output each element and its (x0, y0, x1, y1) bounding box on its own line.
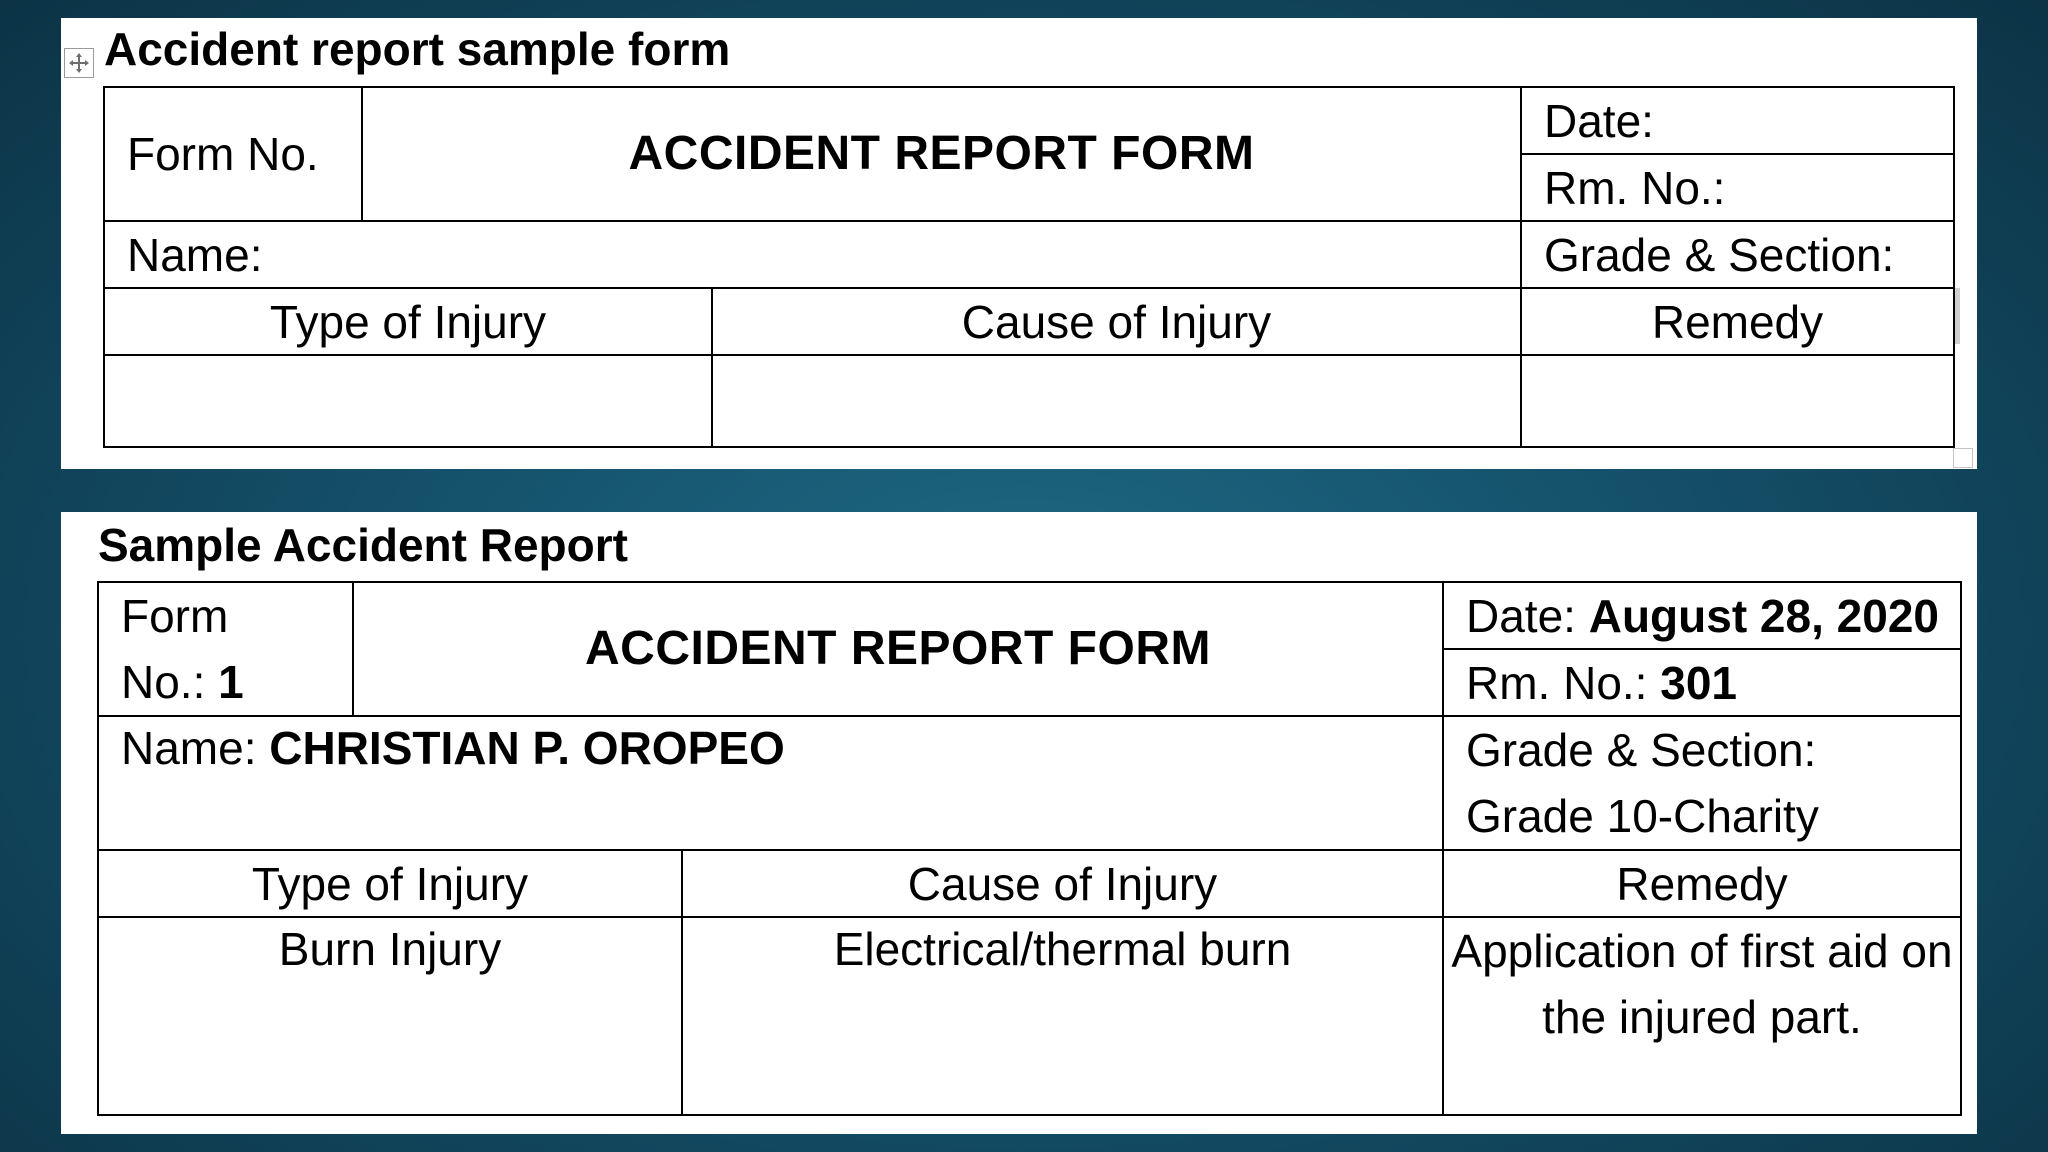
form-title-cell[interactable] (362, 87, 1521, 221)
name-cell[interactable] (104, 221, 1521, 288)
sample-report-panel (61, 512, 1977, 1134)
date-label: Date: (1466, 589, 1576, 642)
room-no-label: Rm. No.: (1466, 656, 1648, 709)
remedy-line1: Application of first aid on (1451, 925, 1953, 977)
remedy-line2: the injured part. (1542, 991, 1862, 1043)
header-text: Type of Injury (251, 857, 529, 910)
table-row (98, 917, 1961, 1115)
blank-accident-report-table (103, 86, 1955, 448)
date-label: Date: (1544, 94, 1654, 147)
header-text: Remedy (1651, 295, 1824, 348)
column-header-type-of-injury[interactable] (104, 288, 712, 355)
column-header-remedy[interactable] (1521, 288, 1954, 355)
table-row (104, 355, 1954, 447)
name-label: Name: (121, 722, 257, 774)
header-text: Cause of Injury (961, 295, 1272, 348)
form-no-label: No.: (121, 656, 206, 708)
move-cross-icon (68, 52, 90, 74)
cause-of-injury-entry-cell[interactable] (682, 917, 1443, 1115)
ampersand: & (1606, 724, 1638, 776)
header-text: Remedy (1616, 857, 1788, 910)
date-cell[interactable] (1443, 582, 1961, 649)
room-no-cell[interactable] (1521, 154, 1954, 221)
grade-section-label: Grade & Section: (1544, 228, 1895, 281)
remedy-entry-cell[interactable] (1443, 917, 1961, 1115)
type-of-injury-value: Burn Injury (278, 923, 502, 975)
table-move-handle-icon[interactable] (64, 48, 94, 78)
form-label-line1: Form (121, 590, 229, 642)
room-no-value: 301 (1660, 656, 1737, 709)
section-word: Section: (1650, 724, 1817, 776)
header-text: Cause of Injury (907, 857, 1218, 910)
filled-accident-report-table (97, 581, 1962, 1116)
type-of-injury-entry-cell[interactable] (104, 355, 712, 447)
column-header-remedy[interactable] (1443, 850, 1961, 917)
grade-section-cell[interactable] (1443, 716, 1961, 850)
grade-section-value: Grade 10-Charity (1466, 790, 1819, 842)
sample-form-panel (61, 18, 1977, 469)
table-resize-handle-icon[interactable] (1953, 448, 1973, 468)
sample-report-heading: Sample Accident Report (98, 519, 628, 571)
column-header-cause-of-injury[interactable] (682, 850, 1443, 917)
form-title-cell[interactable] (353, 582, 1443, 716)
form-no-cell[interactable] (98, 582, 353, 716)
scrollbar-thumb[interactable] (1955, 288, 1960, 344)
name-cell[interactable] (98, 716, 1443, 850)
grade-word: Grade (1466, 724, 1594, 776)
grade-section-cell[interactable] (1521, 221, 1954, 288)
form-title: ACCIDENT REPORT FORM (585, 622, 1211, 675)
name-value: CHRISTIAN P. OROPEO (269, 722, 785, 774)
form-no-value: 1 (218, 656, 244, 708)
type-of-injury-entry-cell[interactable] (98, 917, 682, 1115)
column-header-cause-of-injury[interactable] (712, 288, 1521, 355)
remedy-entry-cell[interactable] (1521, 355, 1954, 447)
room-no-label: Rm. No.: (1544, 161, 1726, 214)
cause-of-injury-entry-cell[interactable] (712, 355, 1521, 447)
header-text: Type of Injury (269, 295, 547, 348)
room-no-cell[interactable] (1443, 649, 1961, 716)
form-title: ACCIDENT REPORT FORM (628, 127, 1255, 180)
date-value: August 28, 2020 (1588, 589, 1939, 642)
sample-form-heading: Accident report sample form (104, 23, 731, 75)
date-cell[interactable] (1521, 87, 1954, 154)
column-header-type-of-injury[interactable] (98, 850, 682, 917)
form-no-label: Form No. (127, 128, 319, 180)
cause-of-injury-value: Electrical/thermal burn (833, 923, 1292, 975)
form-no-label-cell[interactable] (104, 87, 362, 221)
name-label: Name: (127, 228, 263, 281)
